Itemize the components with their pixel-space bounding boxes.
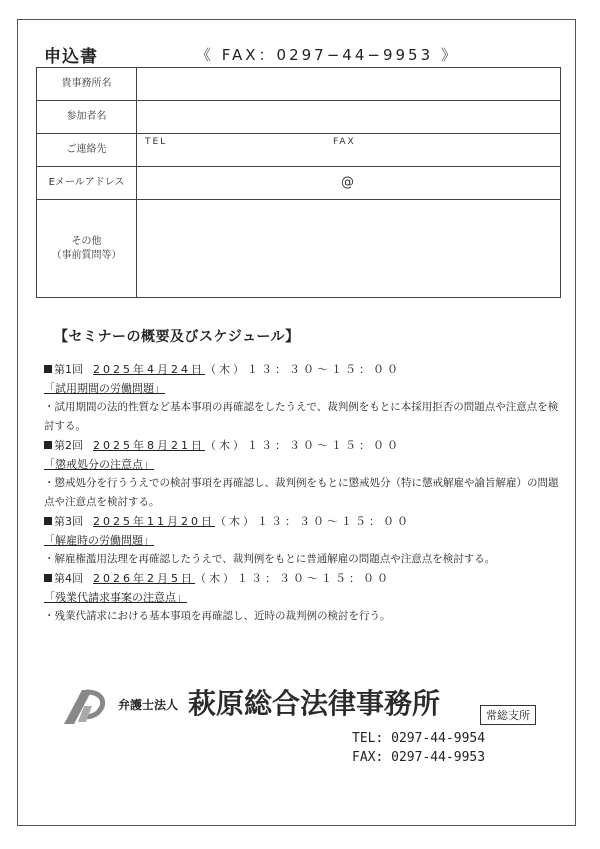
firm-tel: TEL: 0297-44-9954 bbox=[352, 731, 486, 746]
session-description: ・試用期間の法的性質など基本事項の再確認をしたうえで、裁判例をもとに本採用拒否の問題点や注意点を検討する。 bbox=[44, 401, 559, 432]
participant-name-label: 参加者名 bbox=[37, 101, 137, 134]
session-2 bbox=[44, 436, 564, 512]
square-bullet-icon bbox=[44, 365, 52, 373]
session-description: ・懲戒処分を行ううえでの検討事項を再確認し、裁判例をもとに懲戒処分（特に懲戒解雇や諭旨解雇）の問題点や注意点を検討する。 bbox=[44, 477, 559, 508]
email-field[interactable] bbox=[137, 167, 561, 200]
session-title: 「残業代請求事案の注意点」 bbox=[44, 591, 187, 604]
seminar-heading: 【セミナーの概要及びスケジュール】 bbox=[54, 329, 300, 345]
participant-name-field[interactable] bbox=[137, 101, 561, 134]
fax-label: FAX bbox=[333, 137, 356, 147]
session-date: 2026年2月5日 bbox=[93, 572, 195, 585]
session-4 bbox=[44, 569, 564, 626]
fax-number-heading: 《 FAX：0297−44−9953 》 bbox=[196, 46, 459, 64]
square-bullet-icon bbox=[44, 441, 52, 449]
office-name-field[interactable] bbox=[137, 68, 561, 101]
session-header bbox=[44, 512, 564, 531]
session-header bbox=[44, 360, 564, 379]
contact-field[interactable] bbox=[137, 134, 561, 167]
email-at-sign: @ bbox=[341, 175, 354, 190]
session-date: 2025年11月20日 bbox=[93, 515, 215, 528]
square-bullet-icon bbox=[44, 574, 52, 582]
session-date: 2025年8月21日 bbox=[93, 439, 205, 452]
session-title: 「解雇時の労働問題」 bbox=[44, 534, 154, 547]
session-time: （木）１３：３０〜１５：００ bbox=[215, 515, 411, 528]
session-time: （木）１３：３０〜１５：００ bbox=[205, 439, 401, 452]
session-header bbox=[44, 436, 564, 455]
other-field[interactable] bbox=[137, 200, 561, 298]
form-title: 申込書 bbox=[44, 47, 98, 67]
session-time: （木）１３：３０〜１５：００ bbox=[195, 572, 391, 585]
session-number: 第4回 bbox=[54, 572, 83, 585]
session-number: 第2回 bbox=[54, 439, 83, 452]
session-1 bbox=[44, 360, 564, 436]
firm-contact bbox=[352, 729, 485, 767]
office-name-label: 貴事務所名 bbox=[37, 68, 137, 101]
session-description: ・解雇権濫用法理を再確認したうえで、裁判例をもとに普通解雇の問題点や注意点を検討する。 bbox=[44, 553, 496, 565]
email-label: Eメールアドレス bbox=[37, 167, 137, 200]
firm-logo-icon bbox=[62, 686, 108, 726]
session-number: 第3回 bbox=[54, 515, 83, 528]
application-form-table bbox=[36, 67, 561, 298]
session-header bbox=[44, 569, 564, 588]
other-label-line1: その他 bbox=[71, 235, 102, 247]
tel-label: TEL bbox=[145, 137, 168, 147]
seminar-section bbox=[44, 326, 564, 626]
session-description: ・残業代請求における基本事項を再確認し、近時の裁判例の検討を行う。 bbox=[44, 610, 391, 622]
other-label bbox=[37, 200, 137, 298]
session-time: （木）１３：３０〜１５：００ bbox=[205, 363, 401, 376]
session-date: 2025年4月24日 bbox=[93, 363, 205, 376]
firm-name: 萩原総合法律事務所 bbox=[188, 687, 441, 720]
firm-fax: FAX: 0297-44-9953 bbox=[352, 750, 486, 765]
square-bullet-icon bbox=[44, 517, 52, 525]
session-title: 「懲戒処分の注意点」 bbox=[44, 458, 154, 471]
other-label-line2: （事前質問等） bbox=[51, 249, 122, 261]
session-title: 「試用期間の労働問題」 bbox=[44, 382, 165, 395]
firm-type: 弁護士法人 bbox=[118, 698, 179, 712]
branch-label: 常総支所 bbox=[480, 705, 536, 725]
session-3 bbox=[44, 512, 564, 569]
session-number: 第1回 bbox=[54, 363, 83, 376]
contact-label: ご連絡先 bbox=[37, 134, 137, 167]
